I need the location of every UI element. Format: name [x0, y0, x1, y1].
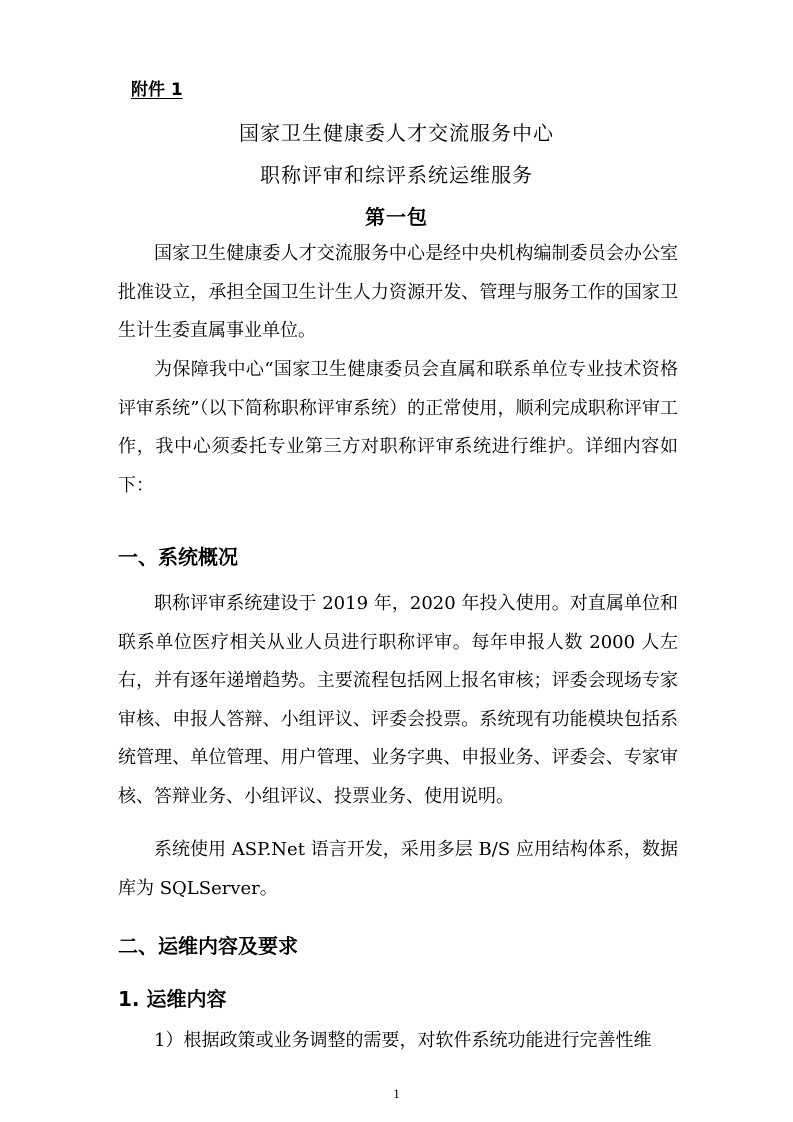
maintenance-item-1: 1）根据政策或业务调整的需要，对软件系统功能进行完善性维 — [154, 1030, 652, 1051]
subheading-maintenance-content: 1. 运维内容 — [118, 987, 227, 1011]
title-line-1: 国家卫生健康委人才交流服务中心 — [239, 121, 554, 145]
title-line-3: 第一包 — [365, 205, 428, 229]
attachment-label: 附件 1 — [131, 80, 183, 100]
page-number: 1 — [393, 1086, 400, 1101]
intro-paragraph-2: 为保障我中心“国家卫生健康委员会直属和联系单位专业技术资格评审系统”（以下简称职称评审系统）的正常使用，顺利完成职称评审工作，我中心须委托专业第三方对职称评审系统进行维护。详细内容如下： — [118, 359, 678, 496]
section-heading-maintenance: 二、运维内容及要求 — [118, 934, 298, 958]
intro-paragraph-1: 国家卫生健康委人才交流服务中心是经中央机构编制委员会办公室批准设立，承担全国卫生计生人力资源开发、管理与服务工作的国家卫生计生委直属事业单位。 — [118, 243, 678, 341]
overview-paragraph-2: 系统使用 ASP.Net 语言开发，采用多层 B/S 应用结构体系，数据库为 SQLServer。 — [118, 839, 678, 899]
overview-paragraph-1: 职称评审系统建设于 2019 年，2020 年投入使用。对直属单位和联系单位医疗相关从业人员进行职称评审。每年申报人数 2000 人左右，并有逐年递增趋势。主要流程包括网上报名审核；评委会现场专家审核、申报人答辩、小组评议、评委会投票。系统现有功能模块包括系统管理、单位管理、用户管理、业务字典、申报业务、评委会、专家审核、答辩业务、小组评议、投票业务、使用说明。 — [118, 593, 678, 807]
section-heading-overview: 一、系统概况 — [118, 545, 238, 569]
title-line-2: 职称评审和综评系统运维服务 — [260, 163, 533, 187]
